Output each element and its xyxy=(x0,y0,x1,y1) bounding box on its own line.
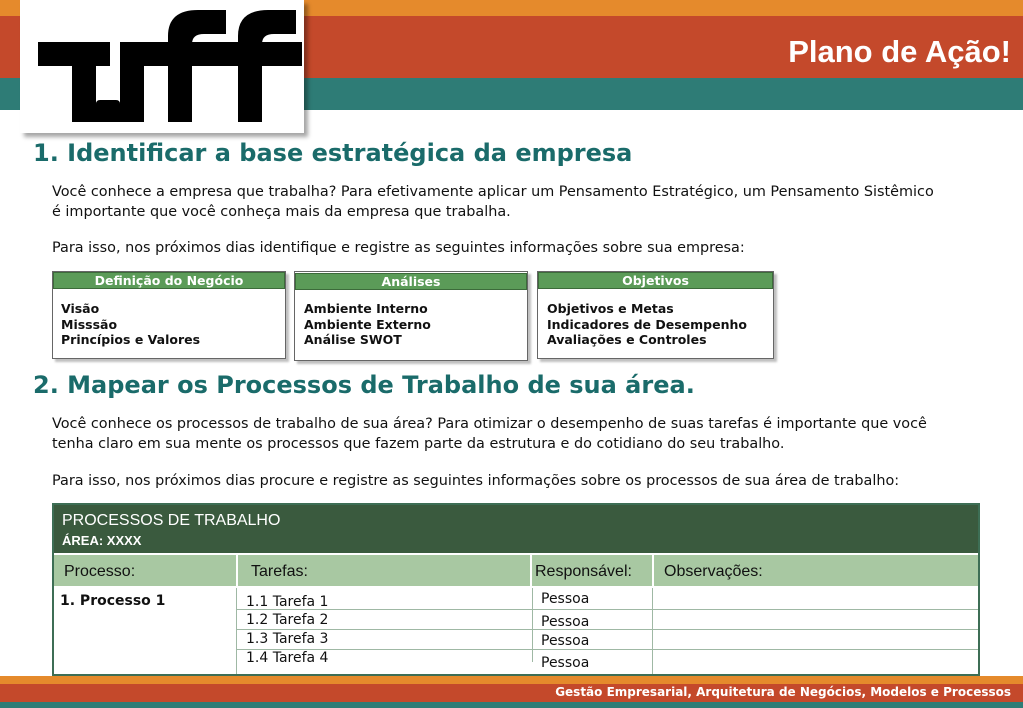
table-title: PROCESSOS DE TRABALHO xyxy=(62,512,281,529)
responsible-cell: Pessoa xyxy=(541,655,590,671)
column-separator xyxy=(652,555,654,586)
uff-logo-mark xyxy=(20,0,304,133)
slide-title: Plano de Ação! xyxy=(788,34,1011,69)
footer-text: Gestão Empresarial, Arquitetura de Negócios, Modelos e Processos xyxy=(555,685,1011,699)
box-item: Indicadores de Desempenho xyxy=(547,316,747,332)
column-header-responsible: Responsável: xyxy=(535,563,632,580)
section1-heading: 1. Identificar a base estratégica da empresa xyxy=(33,139,633,167)
box-objectives-title: Objetivos xyxy=(538,272,773,289)
processes-table xyxy=(52,503,980,676)
section1-paragraph1-line1: Você conhece a empresa que trabalha? Para efetivamente aplicar um Pensamento Estratégico, um Pensamento Sistêmico xyxy=(52,184,934,200)
column-header-observations: Observações: xyxy=(664,563,763,580)
section2-paragraph2: Para isso, nos próximos dias procure e registre as seguintes informações sobre os processos de sua área de trabalho: xyxy=(52,473,900,489)
grid-line xyxy=(236,629,978,630)
task-cell: 1.3 Tarefa 3 xyxy=(246,631,329,647)
column-separator xyxy=(236,555,238,586)
box-item: Ambiente Externo xyxy=(304,316,431,332)
grid-line xyxy=(532,588,533,662)
task-cell: 1.4 Tarefa 4 xyxy=(246,650,329,666)
table-subtitle: ÁREA: XXXX xyxy=(62,533,142,548)
box-business-definition-title: Definição do Negócio xyxy=(53,272,285,289)
task-cell: 1.2 Tarefa 2 xyxy=(246,612,329,628)
box-item: Ambiente Interno xyxy=(304,301,428,316)
responsible-cell: Pessoa xyxy=(541,614,590,630)
section1-paragraph1-line2: é importante que você conheça mais da empresa que trabalha. xyxy=(52,204,511,220)
box-item: Avaliações e Controles xyxy=(547,332,707,347)
box-item: Objetivos e Metas xyxy=(547,301,674,316)
box-item: Princípios e Valores xyxy=(61,332,201,347)
grid-line xyxy=(236,609,978,610)
section2-heading: 2. Mapear os Processos de Trabalho de sua área. xyxy=(33,371,695,399)
box-business-definition xyxy=(52,271,286,359)
box-analyses xyxy=(294,271,528,361)
task-cell: 1.1 Tarefa 1 xyxy=(246,594,329,610)
uff-logo xyxy=(20,0,304,133)
column-header-tasks: Tarefas: xyxy=(251,563,308,580)
responsible-cell: Pessoa xyxy=(541,591,590,607)
table-header xyxy=(54,505,978,553)
box-item: Visão xyxy=(61,301,100,316)
column-separator xyxy=(530,555,532,586)
process-cell: 1. Processo 1 xyxy=(60,593,166,609)
box-item: Misssão xyxy=(61,316,118,332)
footer-band-orange xyxy=(0,676,1023,684)
footer-band-teal xyxy=(0,702,1023,708)
section2-paragraph1-line1: Você conhece os processos de trabalho de sua área? Para otimizar o desempenho de suas tarefas é importante que você xyxy=(52,416,927,432)
grid-line xyxy=(236,649,978,650)
grid-line xyxy=(652,588,653,674)
box-analyses-title: Análises xyxy=(295,273,527,290)
box-item: Análise SWOT xyxy=(304,332,402,347)
box-objectives xyxy=(537,271,774,359)
column-header-process: Processo: xyxy=(64,563,136,580)
table-column-header-row xyxy=(54,555,978,586)
responsible-cell: Pessoa xyxy=(541,633,590,649)
grid-line xyxy=(236,588,237,674)
section1-paragraph2: Para isso, nos próximos dias identifique e registre as seguintes informações sobre sua empresa: xyxy=(52,240,745,256)
section2-paragraph1-line2: tenha claro em sua mente os processos que fazem parte da estrutura e do cotidiano do seu trabalho. xyxy=(52,436,785,452)
